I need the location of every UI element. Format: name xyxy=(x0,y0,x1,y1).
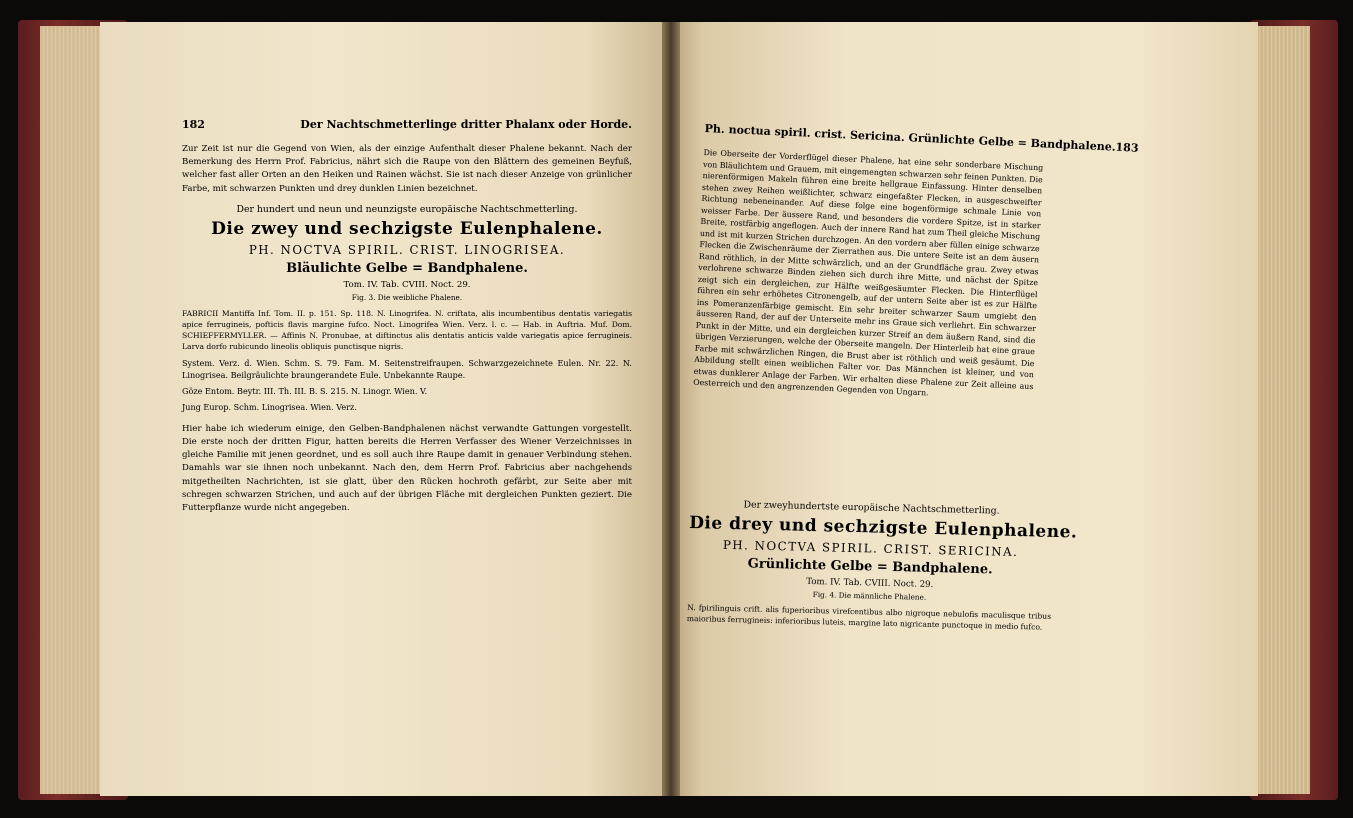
book-gutter xyxy=(662,22,680,796)
left-latin-description: FABRICII Mantiffa Inf. Tom. II. p. 151. Sp. 118. N. Linogrifea. N. criftata, alis incumbentibus dentatis variegatis apice ferrugineis, pofticis flavis margine fufco. Noct. Linogrifea Wien. Verz. l. c. — Hab. in Auftria. Muf. Dom. SCHIEFFERMYLLER. — Affinis N. Pronubae, at diftinctus alis dentatis anticis valde variegatis apice ferrugineis. Larva dorfo rubicundo lineolis obliquis punctisque nigris. xyxy=(182,308,632,351)
right-german-title: Grünlichte Gelbe = Bandphalene. xyxy=(747,556,993,578)
right-fig-caption: Fig. 4. Die männliche Phalene. xyxy=(812,590,927,602)
left-german-title: Bläulichte Gelbe = Bandphalene. xyxy=(286,260,528,276)
left-page-text xyxy=(182,118,632,521)
left-reference-2: Göze Entom. Beytr. III. Th. III. B. S. 215. N. Linogr. Wien. V. xyxy=(182,385,428,396)
left-reference-1: System. Verz. d. Wien. Schm. S. 79. Fam. M. Seitenstreifraupen. Schwarzgezeichnete Eulen. Nr. 22. N. Linogrisea. Beilgräulichte braungerandete Eule. Unbekannte Raupe. xyxy=(182,357,632,380)
right-tom-reference: Tom. IV. Tab. CVIII. Noct. 29. xyxy=(806,576,934,590)
left-species-title: Die zwey und sechzigste Eulenphalene. xyxy=(211,218,603,239)
left-section-heading: Der hundert und neun und neunzigste europäische Nachtschmetterling. xyxy=(236,203,578,215)
left-reference-3: Jung Europ. Schm. Linogrisea. Wien. Verz. xyxy=(182,401,357,412)
left-intro-paragraph: Zur Zeit ist nur die Gegend von Wien, als der einzige Aufenthalt dieser Phalene bekannt. Nach der Bemerkung des Herrn Prof. Fabricius, nährt sich die Raupe von den Blättern des gemeinen Beyfuß, welcher fast aller Orten an den Heiken und Rainen wächst. Sie ist nach dieser Anzeige von grünlicher Farbe, mit schwarzen Punkten und drey dunklen Linien bezeichnet. xyxy=(182,144,632,194)
right-page-number: 183 xyxy=(1115,140,1139,155)
right-latin-title: PH. NOCTVA SPIRIL. CRIST. SERICINA. xyxy=(722,537,1019,560)
right-body-paragraph: Die Oberseite der Vorderflügel dieser Phalene, hat eine sehr sonderbare Mischung von Bläulichtem und Grauem, mit eingemengten schwarzen sehr feinen Punkten. Die nierenförmigen Makeln führen eine breite hellgraue Einfassung. Hinter denselben stehen zwey Reihen weißlichter, schwarz eingefaßter Flecken, in ausgeschweifter Richtung nebeneinander. Auf diese folge eine bogenförmige schmale Linie von weisser Farbe. Der äussere Rand, und besonders die vordere Spitze, ist in starker Breite, rostfärbig angeflogen. Auch der innere Rand hat zum Theil gleiche Mischung und ist mit kurzen Strichen durchzogen. An den vordern aber füllen einige schwarze Flecken die Zwischenräume der Zierrathen aus. Die untere Seite ist an dem äusern Rand röthlich, in der Mitte schwärzlich, und an der Grundfläche grau. Zwey etwas verlohrene schwarze Binden ziehen sich durch ihre Mitte, und nächst der Spitze zeigt sich ein dergleichen, zur Hälfte weißgesäumter Flecken. Die Hinterflügel führen ein sehr erhöhetes Citronengelb, auf der untern Seite aber ist es zur Hälfte ins Pomeranzenfärbige gemischt. Ein sehr breiter schwarzer Saum umgiebt den äusseren Rand, der auf der Unterseite mehr ins Graue sich verliehrt. Ein schwarzer Punkt in der Mitte, und ein dergleichen kurzer Streif an dem äußern Rand, sind die übrigen Verzierungen, welche der Oberseite mangeln. Der Hinterleib hat eine graue Farbe mit schwärzlichen Ringen, die Brust aber ist röthlich und weiß gesäumt. Die Abbildung stellt einen weiblichen Falter vor. Das Männchen ist kleiner, und von etwas dunklerer Anlage der Farben. Wir erhalten diese Phalene zur Zeit alleine aus Oesterreich und den angrenzenden Gegenden von Ungarn. xyxy=(692,147,1044,398)
left-page-number: 182 xyxy=(182,118,205,131)
left-body-paragraph: Hier habe ich wiederum einige, den Gelben-Bandphalenen nächst verwandte Gattungen vorgestellt. Die erste noch der dritten Figur, hatten bereits die Herren Verfasser des Wiener Verzeichnisses in gleiche Familie mit jenen geordnet, und es soll auch ihre Raupe damit in genauer Verbindung stehen. Damahls war sie ihnen noch unbekannt. Nach den, dem Herrn Prof. Fabricius aber nachgehends mitgetheilten Nachrichten, ist sie glatt, über den Rücken hochroth gefärbt, zur Seite aber mit schregen schwarzen Strichen, und auch auf der übrigen Fläche mit dergleichen Punkten geziert. Die Futterpflanze wurde nicht angegeben. xyxy=(182,423,632,514)
right-running-title: Ph. noctua spiril. crist. Sericina. Grünlichte Gelbe = Bandphalene. xyxy=(704,122,1116,154)
left-running-head xyxy=(182,118,632,131)
left-latin-title: PH. NOCTVA SPIRIL. CRIST. LINOGRISEA. xyxy=(248,242,566,257)
left-tom-reference: Tom. IV. Tab. CVIII. Noct. 29. xyxy=(343,279,471,290)
right-latin-description: N. fpirilinguis crift. alis fuperioribus virefcentibus albo nigroque nebulofis maculisque tribus maioribus ferrugineis: inferioribus luteis, margine lato nigricante punctoque in medio fufco. xyxy=(686,602,1052,632)
left-fig-caption: Fig. 3. Die weibliche Phalene. xyxy=(351,292,463,302)
right-page-text xyxy=(692,122,1139,410)
right-section-heading: Der zweyhundertste europäische Nachtschmetterling. xyxy=(743,499,1000,517)
right-species-title: Die drey und sechzigste Eulenphalene. xyxy=(688,512,1078,543)
left-running-title: Der Nachtschmetterlinge dritter Phalanx oder Horde. xyxy=(300,118,632,131)
right-page-lower-text xyxy=(686,490,1078,638)
